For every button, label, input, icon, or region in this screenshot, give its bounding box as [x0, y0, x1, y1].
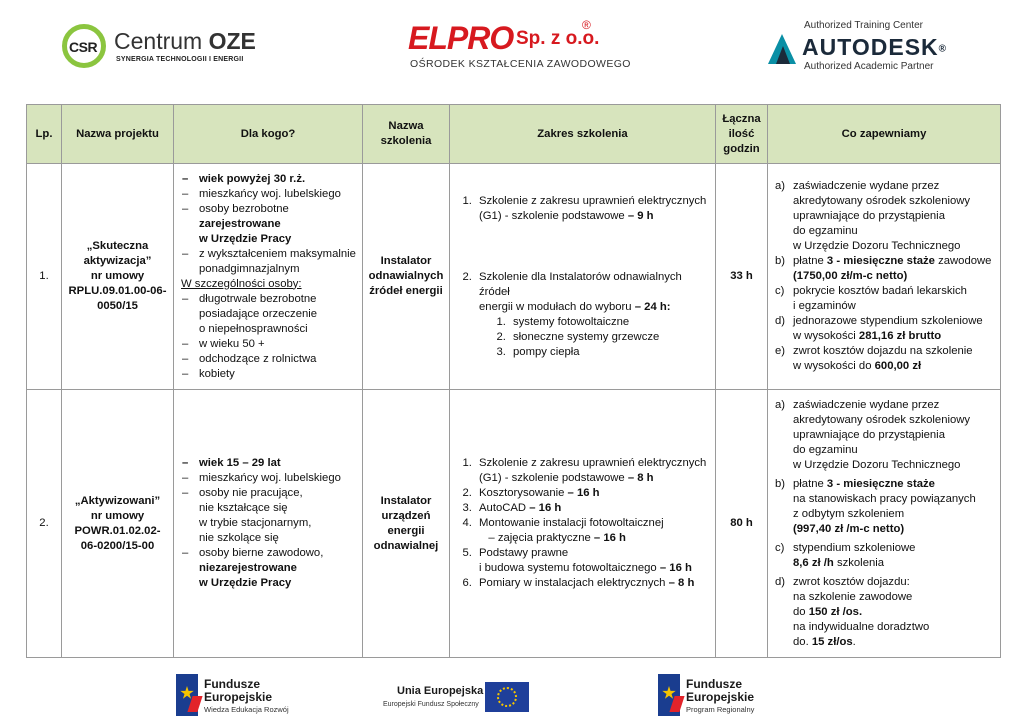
elpro-suffix: Sp. z o.o.	[516, 28, 600, 49]
header-provide: Co zapewniamy	[768, 105, 1001, 164]
row-scope	[450, 390, 716, 658]
list-item: b) płatne 3 - miesięczne staże na stanowiskach pracy powiązanych z odbytym szkoleniem (997,40 zł /m-c netto)	[775, 477, 976, 535]
list-item: 4. Montowanie instalacji fotowoltaicznej – zajęcia praktyczne – 16 h	[475, 516, 710, 546]
row-provided	[768, 164, 1001, 390]
row-hours: 80 h	[716, 390, 768, 658]
list-item: a) zaświadczenie wydane przez akredytowany ośrodek szkoleniowy uprawniające do przystąpienia do egzaminu w Urzędzie Dozoru Technicznego	[775, 398, 971, 471]
eu-flag-icon	[485, 682, 529, 712]
list-item: – osoby nie pracujące,	[179, 486, 357, 501]
list-item: d) jednorazowe stypendium szkoleniowe w wysokości 281,16 zł brutto	[775, 315, 983, 342]
list-item: a) zaświadczenie wydane przez akredytowany ośrodek szkoleniowy uprawniające do przystąpienia do egzaminu w Urzędzie Dozoru Technicznego	[775, 180, 971, 252]
footer-logos	[0, 668, 1024, 725]
list-item: – odchodzące z rolnictwa	[179, 352, 357, 367]
header-project: Nazwa projektu	[62, 105, 174, 164]
header-lp: Lp.	[27, 105, 62, 164]
list-item: – długotrwale bezrobotne	[179, 292, 357, 307]
autodesk-top-text: Authorized Training Center	[804, 20, 923, 31]
list-item: – mieszkańcy woj. lubelskiego	[179, 471, 357, 486]
header-hours: Łączna ilość godzin	[716, 105, 768, 164]
list-item: – wiek 15 – 29 lat	[179, 456, 357, 471]
list-item: 3. AutoCAD – 16 h	[475, 501, 710, 516]
header-scope: Zakres szkolenia	[450, 105, 716, 164]
autodesk-bottom-text: Authorized Academic Partner	[804, 61, 934, 72]
header-training: Nazwa szkolenia	[363, 105, 450, 164]
row-project: „Skuteczna aktywizacja” nr umowy RPLU.09.01.00-06-0050/15	[62, 164, 174, 390]
list-item: 2. Kosztorysowanie – 16 h	[475, 486, 710, 501]
autodesk-mark-inner-icon	[776, 46, 790, 64]
autodesk-logo	[768, 20, 958, 76]
list-item: – osoby bierne zawodowo,	[179, 546, 357, 561]
row-lp: 2.	[27, 390, 62, 658]
list-item: – w wieku 50 +	[179, 337, 357, 352]
list-item: w Urzędzie Pracy	[199, 232, 292, 245]
list-item: 1. Szkolenie z zakresu uprawnień elektrycznych (G1) - szkolenie podstawowe – 8 h	[475, 456, 710, 486]
list-item: 6. Pomiary w instalacjach elektrycznych – 8 h	[475, 576, 710, 591]
csr-tagline: SYNERGIA TECHNOLOGII I ENERGII	[116, 56, 244, 63]
list-item: 3. pompy ciepła	[509, 345, 710, 360]
list-item: posiadające orzeczenie	[199, 307, 318, 320]
table-row	[27, 390, 1001, 658]
registered-icon: ®	[582, 18, 591, 32]
table-header-row	[27, 105, 1001, 164]
row-target-group	[174, 164, 363, 390]
fe-flag-icon	[176, 674, 198, 716]
training-table	[26, 104, 1001, 658]
list-item: d) zwrot kosztów dojazdu: na szkolenie zawodowe do 150 zł /os. na indywidualne doradztwo do. 15 zł/os.	[775, 575, 930, 648]
csr-circle-icon: CSR	[62, 24, 106, 68]
list-item: 5. Podstawy prawne i budowa systemu fotowoltaicznego – 16 h	[475, 546, 710, 576]
list-subheading: W szczególności osoby:	[181, 277, 302, 290]
elpro-logo	[408, 18, 631, 72]
list-item: c) stypendium szkoleniowe 8,6 zł /h szkolenia	[775, 541, 916, 569]
row-training-name: Instalator odnawialnych źródeł energii	[363, 164, 450, 390]
fundusze-europejskie-wer-logo: Fundusze Europejskie Wiedza Edukacja Rozwój	[176, 674, 296, 718]
autodesk-word: AUTODESK®	[802, 34, 948, 60]
csr-centrum-oze-logo	[62, 22, 256, 72]
unia-europejska-logo: Unia Europejska Europejski Fundusz Społeczny	[383, 682, 533, 722]
list-item: e) zwrot kosztów dojazdu na szkolenie w wysokości do 600,00 zł	[775, 345, 973, 372]
list-item: – wiek powyżej 30 r.ż.	[179, 172, 357, 187]
list-item: 1. Szkolenie z zakresu uprawnień elektrycznych (G1) - szkolenie podstawowe – 9 h	[475, 194, 710, 224]
row-training-name: Instalator urządzeń energii odnawialnej	[363, 390, 450, 658]
fe-flag-icon	[658, 674, 680, 716]
list-item: – z wykształceniem maksymalnie	[179, 247, 357, 262]
row-hours: 33 h	[716, 164, 768, 390]
list-item: 1. systemy fotowoltaiczne	[509, 315, 710, 330]
elpro-subtitle: OŚRODEK KSZTAŁCENIA ZAWODOWEGO	[410, 58, 631, 70]
list-item: w trybie stacjonarnym,	[199, 517, 312, 529]
list-item: nie szkolące się	[199, 532, 279, 544]
table-row	[27, 164, 1001, 390]
list-item: w Urzędzie Pracy	[199, 577, 292, 589]
list-item: niezarejestrowane	[199, 562, 297, 574]
list-item: ponadgimnazjalnym	[199, 262, 300, 275]
fundusze-europejskie-rp-logo: Fundusze Europejskie Program Regionalny	[658, 674, 778, 718]
list-item: – kobiety	[179, 367, 357, 382]
elpro-name: ELPRO	[408, 20, 514, 56]
list-item: c) pokrycie kosztów badań lekarskich i egzaminów	[775, 285, 967, 312]
list-item: zarejestrowane	[199, 217, 281, 230]
list-item: – mieszkańcy woj. lubelskiego	[179, 187, 357, 202]
list-item: o niepełnosprawności	[199, 322, 308, 335]
row-scope	[450, 164, 716, 390]
list-item: b) płatne 3 - miesięczne staże zawodowe (1750,00 zł/m-c netto)	[775, 255, 992, 282]
list-item: nie kształcące się	[199, 502, 288, 514]
list-item: – osoby bezrobotne	[179, 202, 357, 217]
row-lp: 1.	[27, 164, 62, 390]
csr-brand: Centrum OZE	[114, 28, 256, 54]
header-logos	[0, 0, 1024, 90]
row-project: „Aktywizowani” nr umowy POWR.01.02.02-06-0200/15-00	[62, 390, 174, 658]
list-item: 2. słoneczne systemy grzewcze	[509, 330, 710, 345]
header-who: Dla kogo?	[174, 105, 363, 164]
list-item: 2. Szkolenie dla Instalatorów odnawialnych źródeł energii w modułach do wyboru – 24 h: 1. systemy fotowoltaiczne 2. słoneczne systemy grzewcze 3. pompy ciepła	[475, 270, 710, 360]
row-target-group	[174, 390, 363, 658]
row-provided	[768, 390, 1001, 658]
